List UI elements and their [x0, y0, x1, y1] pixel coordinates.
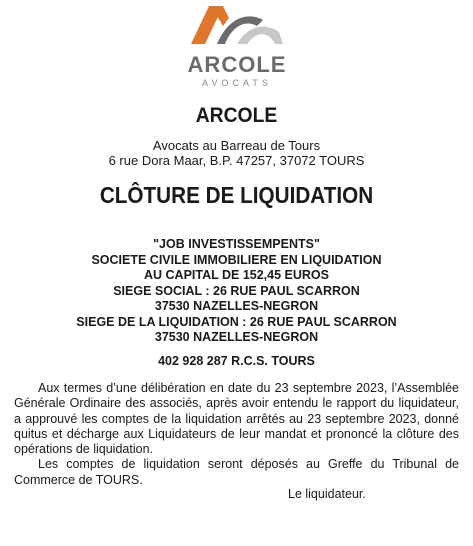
- company-line: 37530 NAZELLES-NEGRON: [154, 299, 319, 313]
- company-line: SIEGE DE LA LIQUIDATION : 26 RUE PAUL SCARRON: [76, 314, 397, 329]
- company-line: AU CAPITAL DE 152,45 EUROS: [143, 268, 329, 282]
- notice-body: [14, 381, 459, 488]
- notice-paragraph: Aux termes d’une délibération en date du 23 septembre 2023, l’Assemblée Générale Ordinaire des associés, après avoir entendu le rapport du liquidateur, a approuvé les comptes de la liquidation arrêtés au 23 septembre 2023, donné quitus et décharge aux Liquidateurs de leur mandat et prononcé la clôture des opérations de liquidation.: [14, 381, 459, 457]
- firm-description: Avocats au Barreau de Tours: [152, 138, 321, 153]
- logo-tagline-text: AVOCATS: [201, 78, 272, 88]
- company-line: "JOB INVESTISSEMPENTS": [153, 237, 320, 251]
- company-line: SIEGE SOCIAL : 26 RUE PAUL SCARRON: [113, 283, 360, 298]
- signature: Le liquidateur.: [288, 487, 366, 501]
- logo-light-arch: [237, 27, 283, 44]
- company-line: 37530 NAZELLES-NEGRON: [154, 330, 319, 344]
- rcs-number: 402 928 287 R.C.S. TOURS: [158, 354, 315, 368]
- logo-brand-text: ARCOLE: [187, 52, 286, 77]
- arcole-logo: [0, 2, 473, 98]
- firm-name: ARCOLE: [195, 104, 278, 127]
- arcole-logo-mark: [177, 2, 297, 98]
- firm-address: 6 rue Dora Maar, B.P. 47257, 37072 TOURS: [108, 153, 365, 168]
- document-title: CLÔTURE DE LIQUIDATION: [99, 182, 374, 208]
- company-block: [0, 237, 473, 346]
- company-line: SOCIETE CIVILE IMMOBILIERE EN LIQUIDATION: [91, 252, 382, 267]
- notice-paragraph: Les comptes de liquidation seront déposés au Greffe du Tribunal de Commerce de TOURS.: [14, 457, 459, 487]
